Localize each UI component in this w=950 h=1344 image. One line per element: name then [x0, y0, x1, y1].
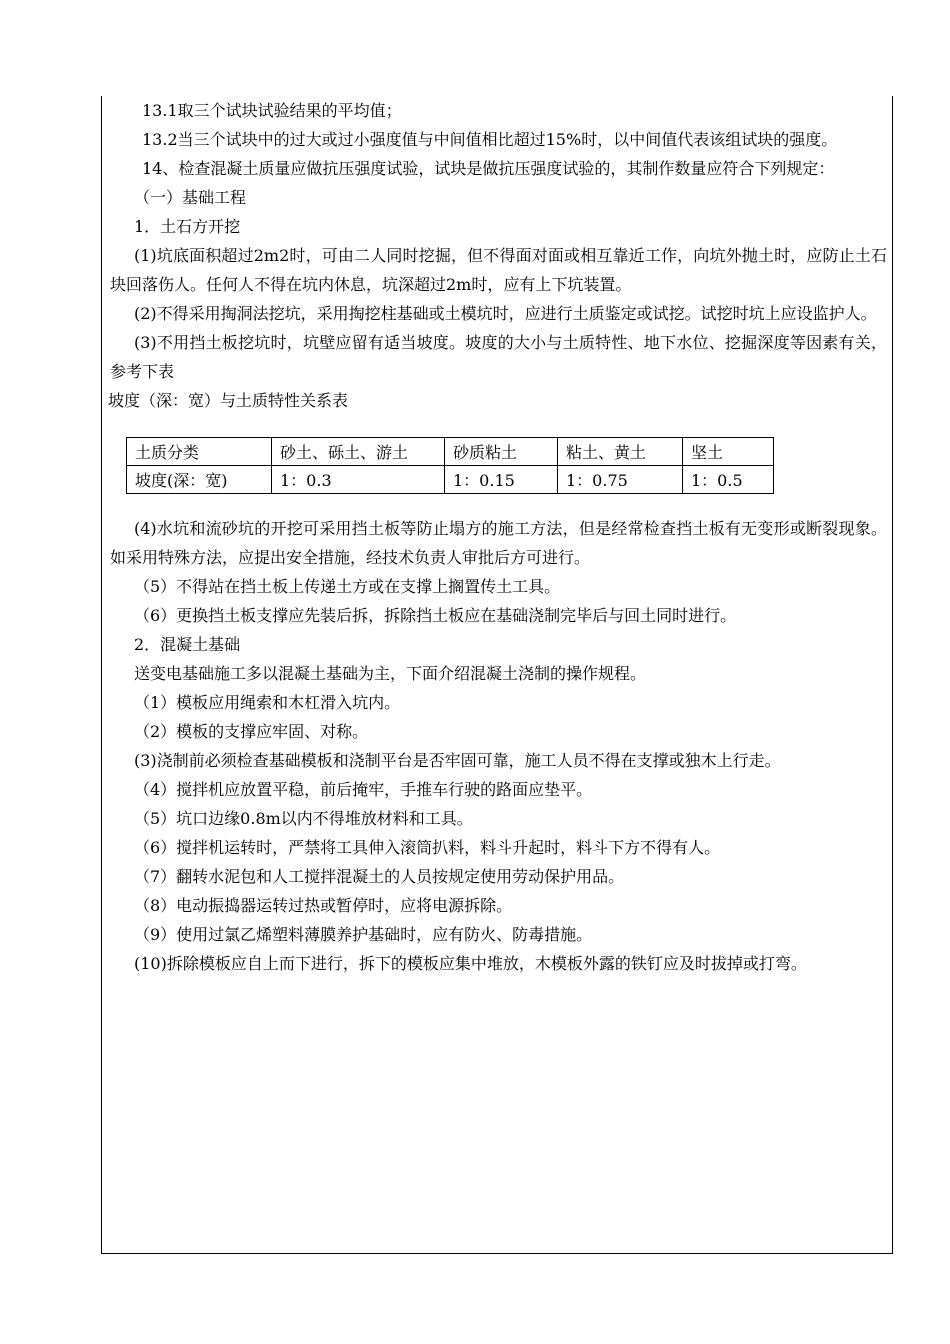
paragraph: （5）坑口边缘0.8m以内不得堆放材料和工具。 — [134, 809, 473, 828]
table-cell: 1：0.3 — [272, 466, 445, 494]
paragraph: （4）搅拌机应放置平稳，前后掩牢，手推车行驶的路面应垫平。 — [134, 780, 593, 799]
table-header-row — [127, 438, 774, 466]
section-heading: （一）基础工程 — [134, 188, 247, 207]
table-cell: 砂土、砾土、游土 — [272, 438, 445, 466]
table-cell: 1：0.75 — [558, 466, 683, 494]
table-cell: 土质分类 — [127, 438, 272, 466]
paragraph: 13.2当三个试块中的过大或过小强度值与中间值相比超过15%时，以中间值代表该组试块的强度。 — [142, 130, 838, 149]
table-cell: 坚土 — [683, 438, 774, 466]
paragraph: （7）翻转水泥包和人工搅拌混凝土的人员按规定使用劳动保护用品。 — [134, 867, 625, 886]
paragraph: （6）更换挡土板支撑应先装后拆，拆除挡土板应在基础浇制完毕后与回土同时进行。 — [134, 606, 737, 625]
paragraph: (2)不得采用掏洞法挖坑，采用掏挖柱基础或土模坑时，应进行土质鉴定或试挖。试挖时坑上应设监护人。 — [134, 304, 877, 323]
subsection-heading: 1．土石方开挖 — [134, 217, 241, 236]
table-cell: 砂质粘土 — [445, 438, 558, 466]
paragraph: (1)坑底面积超过2m2时，可由二人同时挖掘，但不得面对面或相互靠近工作，向坑外抛土时，应防止土石块回落伤人。任何人不得在坑内休息，坑深超过2m时，应有上下坑装置。 — [110, 246, 887, 294]
paragraph: 13.1取三个试块试验结果的平均值； — [142, 101, 402, 120]
table-cell: 坡度(深：宽) — [127, 466, 272, 494]
table-row — [127, 466, 774, 494]
table-cell: 粘土、黄土 — [558, 438, 683, 466]
table-cell: 1：0.5 — [683, 466, 774, 494]
paragraph: （2）模板的支撑应牢固、对称。 — [134, 722, 369, 741]
soil-slope-table — [126, 437, 774, 494]
paragraph: （9）使用过氯乙烯塑料薄膜养护基础时，应有防火、防毒措施。 — [134, 925, 593, 944]
paragraph: (3)浇制前必须检查基础模板和浇制平台是否牢固可靠，施工人员不得在支撑或独木上行走。 — [134, 751, 781, 770]
paragraph: （8）电动振捣器运转过热或暂停时，应将电源拆除。 — [134, 896, 513, 915]
paragraph: (10)拆除模板应自上而下进行，拆下的模板应集中堆放，木模板外露的铁钉应及时拔掉或打弯。 — [134, 954, 807, 973]
paragraph: 送变电基础施工多以混凝土基础为主，下面介绍混凝土浇制的操作规程。 — [134, 664, 647, 683]
paragraph: （1）模板应用绳索和木杠滑入坑内。 — [134, 693, 401, 712]
paragraph: (4)水坑和流砂坑的开挖可采用挡土板等防止塌方的施工方法，但是经常检查挡土板有无变形或断裂现象。如采用特殊方法，应提出安全措施，经技术负责人审批后方可进行。 — [110, 519, 887, 567]
paragraph: （6）搅拌机运转时，严禁将工具伸入滚筒扒料，料斗升起时，料斗下方不得有人。 — [134, 838, 721, 857]
paragraph: 14、检查混凝土质量应做抗压强度试验，试块是做抗压强度试验的，其制作数量应符合下列规定： — [142, 159, 835, 178]
paragraph: (3)不用挡土板挖坑时，坑壁应留有适当坡度。坡度的大小与土质特性、地下水位、挖掘深度等因素有关，参考下表 — [110, 333, 887, 381]
table-title: 坡度（深：宽）与土质特性关系表 — [108, 391, 349, 410]
paragraph: （5）不得站在挡土板上传递土方或在支撑上搁置传土工具。 — [134, 577, 561, 596]
table-cell: 1：0.15 — [445, 466, 558, 494]
document-body — [110, 96, 887, 978]
subsection-heading: 2．混凝土基础 — [134, 635, 241, 654]
